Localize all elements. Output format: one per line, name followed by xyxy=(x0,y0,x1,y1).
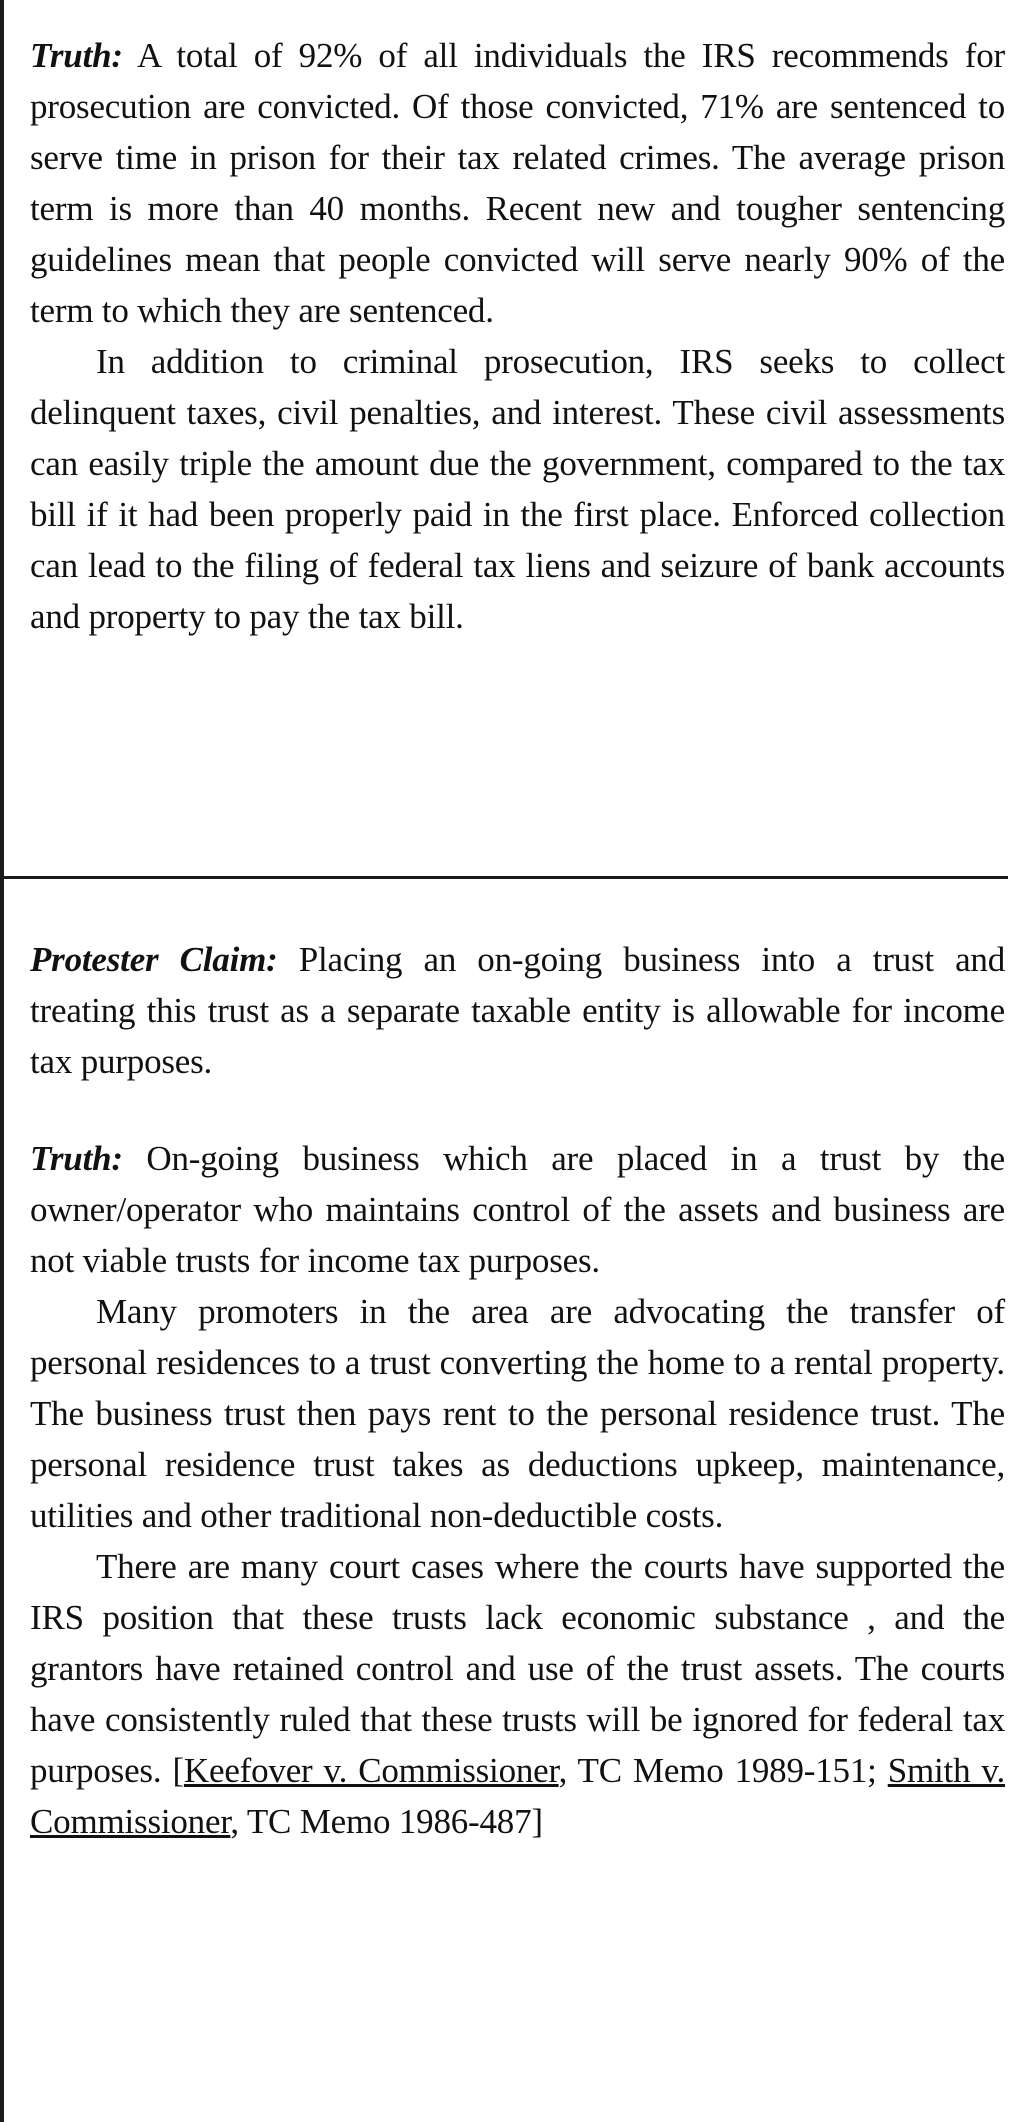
paragraph-text: On-going business which are placed in a trust by the owner/operator who maintains control of the assets and business are not viable trusts for income tax purposes. xyxy=(30,1139,1005,1280)
paragraph-text: There are many court cases where the courts have supported the IRS position that these trusts lack economic substance , and the grantors have retained control and use of the trust assets. The courts have consistently ruled that these trusts will be ignored for federal tax purposes. [ xyxy=(30,1547,1005,1790)
protester-claim-section xyxy=(30,934,1005,1087)
paragraph xyxy=(30,30,1005,336)
paragraph xyxy=(30,1541,1005,1847)
section-divider xyxy=(0,876,1008,879)
case-citation-keefover: Keefover v. Commissioner xyxy=(183,1751,559,1790)
case-citation-smith: Smith v. Commissioner xyxy=(30,1751,1006,1841)
truth-section-trusts xyxy=(30,1133,1005,1847)
paragraph-text: Placing an on-going business into a trust and treating this trust as a separate taxable entity is allowable for income tax purposes. xyxy=(30,940,1006,1081)
truth-label: Truth: xyxy=(30,36,123,75)
paragraph-text: A total of 92% of all individuals the IRS recommends for prosecution are convicted. Of those convicted, 71% are sentenced to serve time in prison for their tax related crimes. The average prison term is more than 40 months. Recent new and tougher sentencing guidelines mean that people convicted will serve nearly 90% of the term to which they are sentenced. xyxy=(30,36,1005,330)
column-left-rule xyxy=(0,0,4,2122)
truth-label: Truth: xyxy=(30,1139,123,1178)
paragraph: Many promoters in the area are advocating the transfer of personal residences to a trust converting the home to a rental property. The business trust then pays rent to the personal residence trust. The personal residence trust takes as deductions upkeep, maintenance, utilities and other traditional non-deductible costs. xyxy=(30,1292,1005,1535)
citation-reference: , TC Memo 1989-151; xyxy=(558,1751,888,1790)
paragraph xyxy=(30,934,1005,1087)
citation-reference: , TC Memo 1986-487] xyxy=(230,1802,543,1841)
truth-section-prosecution xyxy=(30,30,1005,642)
paragraph: In addition to criminal prosecution, IRS seeks to collect delinquent taxes, civil penalties, and interest. These civil assessments can easily triple the amount due the government, compared to the tax bill if it had been properly paid in the first place. Enforced collection can lead to the filing of federal tax liens and seizure of bank accounts and property to pay the tax bill. xyxy=(30,342,1005,636)
paragraph xyxy=(30,1133,1005,1286)
protester-claim-label: Protester Claim: xyxy=(30,940,278,979)
